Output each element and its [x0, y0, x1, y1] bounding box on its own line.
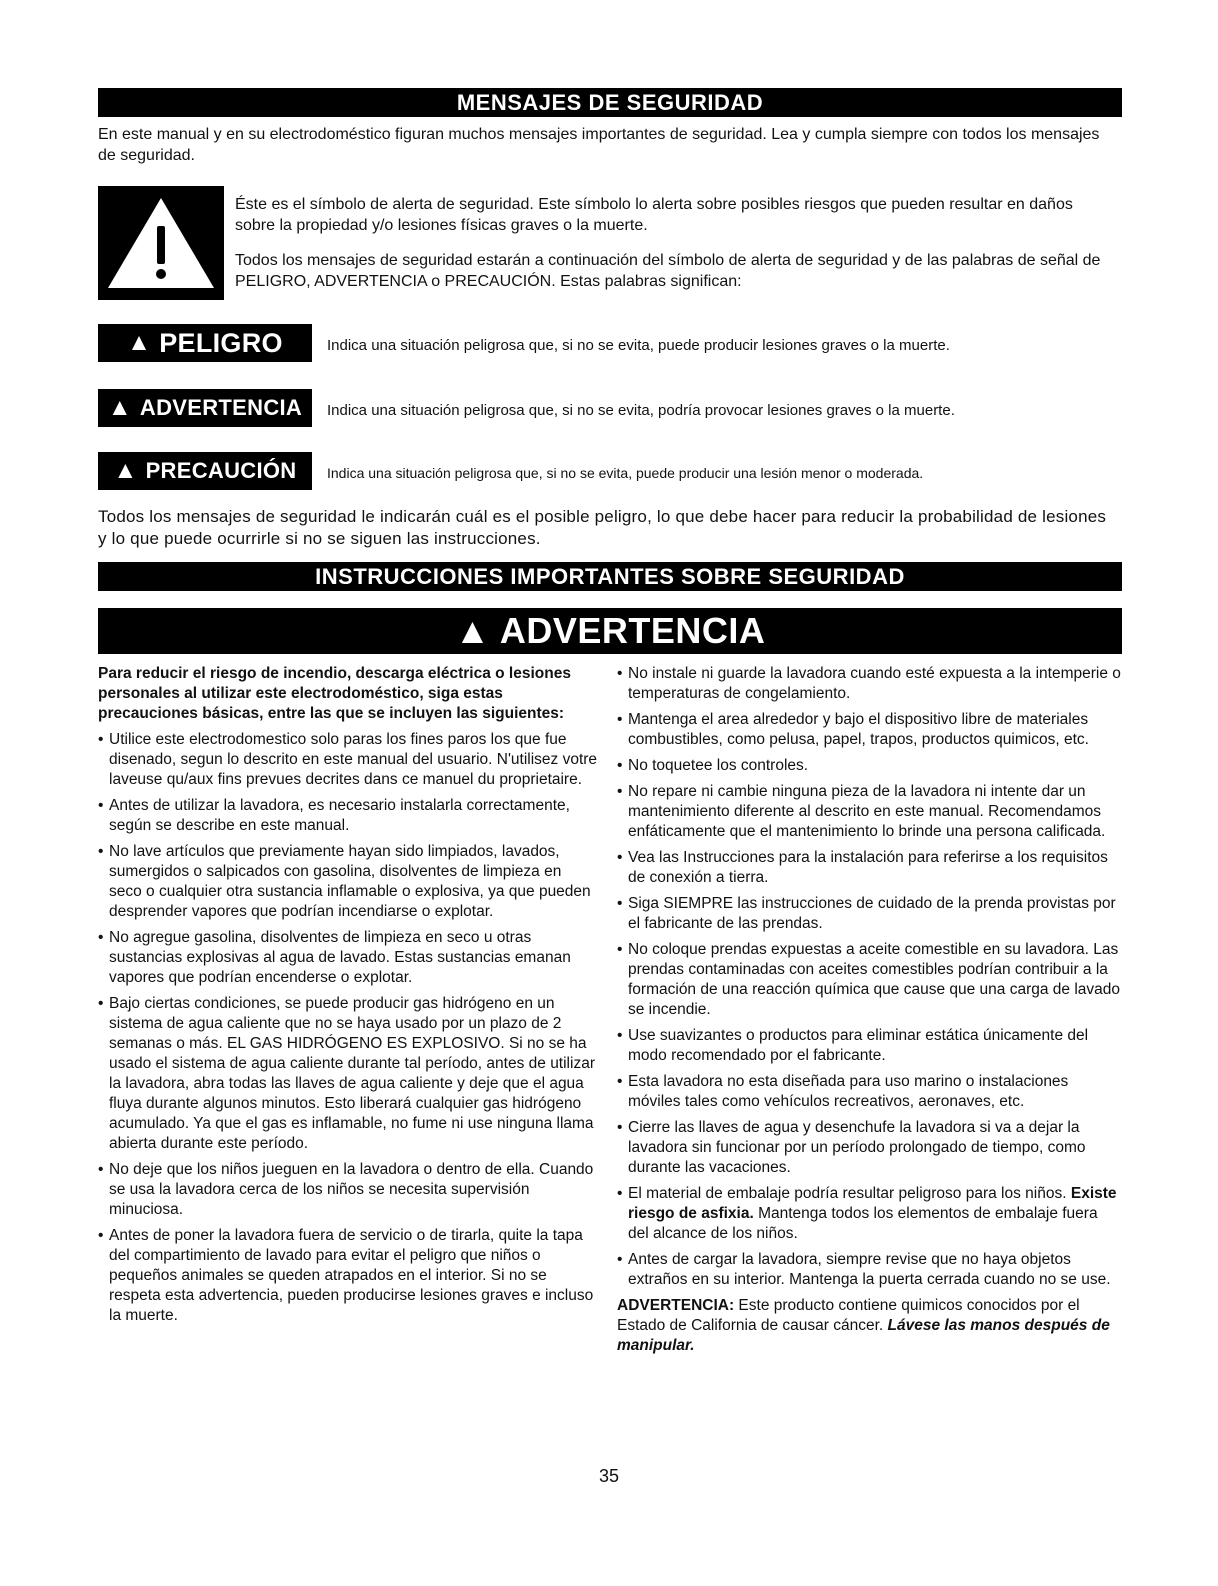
- safety-symbol-description: Éste es el símbolo de alerta de seguridad. Este símbolo lo alerta sobre posibles riesgos que pueden resultar en daños sobre la propiedad y/o lesiones físicas graves o la muerte.: [235, 196, 1073, 234]
- signal-words-intro: Todos los mensajes de seguridad estarán a continuación del símbolo de alerta de seguridad y de las palabras de señal de PELIGRO, ADVERTENCIA o PRECAUCIÓN. Estas palabras significan:: [235, 252, 1101, 290]
- list-item: • Mantenga el area alrededor y bajo el dispositivo libre de materiales combustibles, como pelusa, papel, trapos, productos quimicos, etc.: [617, 710, 1122, 750]
- precautions-lead: Para reducir el riesgo de incendio, descarga eléctrica o lesiones personales al utilizar este electrodoméstico, siga estas precauciones básicas, entre las que se incluyen las siguientes:: [98, 665, 571, 722]
- warning-banner: [98, 608, 1122, 654]
- list-item: • Antes de utilizar la lavadora, es necesario instalarla correctamente, según se describe en este manual.: [98, 796, 598, 836]
- list-item: • No lave artículos que previamente hayan sido limpiados, lavados, sumergidos o salpicados con gasolina, disolventes de limpieza en seco o cualquier otra sustancia inflamable o explosiva, ya que pueden desprender vapores que podrían incendiarse o explotar.: [98, 842, 598, 922]
- warning-triangle-icon: ▲: [127, 329, 152, 356]
- packaging-text-end: Mantenga todos los elementos de embalaje fuera del alcance de los niños.: [628, 1205, 1098, 1242]
- list-item: • No instale ni guarde la lavadora cuando esté expuesta a la intemperie o temperaturas de congelamiento.: [617, 664, 1122, 704]
- list-item: • No agregue gasolina, disolventes de limpieza en seco u otras sustancias explosivas al agua de lavado. Estas sustancias emanan vapores que podrían encenderse o explotar.: [98, 928, 598, 988]
- signal-peligro-label: PELIGRO: [159, 327, 283, 358]
- warning-triangle-icon: [98, 186, 224, 300]
- signal-precaucion-description: Indica una situación peligrosa que, si no se evita, puede producir una lesión menor o moderada.: [327, 465, 924, 481]
- safety-messages-summary: Todos los mensajes de seguridad le indicarán cuál es el posible peligro, lo que debe hacer para reducir la probabilidad de lesiones y lo que puede ocurrirle si no se siguen las instrucciones.: [98, 507, 1107, 548]
- wash-hands-note: Lávese las manos después de manipular.: [617, 1317, 1110, 1354]
- warning-triangle-icon: ▲: [454, 610, 491, 651]
- list-item: • No deje que los niños jueguen en la lavadora o dentro de ella. Cuando se usa la lavadora cerca de los niños se necesita supervisión minuciosa.: [98, 1160, 598, 1220]
- list-item: • Cierre las llaves de agua y desenchufe la lavadora si va a dejar la lavadora sin funcionar por un período prolongado de tiempo, como durante las vacaciones.: [617, 1118, 1122, 1178]
- signal-advertencia-description: Indica una situación peligrosa que, si no se evita, podría provocar lesiones graves o la muerte.: [327, 402, 955, 419]
- list-item: • No repare ni cambie ninguna pieza de la lavadora ni intente dar un mantenimiento diferente al descrito en este manual. Recomendamos enfáticamente que el mantenimiento lo brinde una persona calificada.: [617, 782, 1122, 842]
- right-column: [617, 664, 1122, 1356]
- list-item: • No toquetee los controles.: [617, 756, 1122, 776]
- list-item: • Siga SIEMPRE las instrucciones de cuidado de la prenda provistas por el fabricante de las prendas.: [617, 894, 1122, 934]
- california-warning-text: Este producto contiene quimicos conocidos por el Estado de California de causar cáncer.: [617, 1297, 1080, 1334]
- warning-triangle-icon: ▲: [107, 394, 132, 421]
- signal-precaucion-label: PRECAUCIÓN: [145, 458, 297, 483]
- california-warning: [617, 1296, 1122, 1356]
- list-item: • No coloque prendas expuestas a aceite comestible en su lavadora. Las prendas contaminadas con aceites comestibles podrían contribuir a la formación de una reacción química que cause que una carga de lavado se incendie.: [617, 940, 1122, 1020]
- signal-precaucion: [98, 452, 312, 490]
- list-item: • Antes de cargar la lavadora, siempre revise que no haya objetos extraños en su interior. Mantenga la puerta cerrada cuando no se use.: [617, 1250, 1122, 1290]
- precautions-list-left: [98, 730, 598, 1326]
- packaging-text: El material de embalaje podría resultar peligroso para los niños.: [628, 1185, 1071, 1202]
- intro-text: En este manual y en su electrodoméstico figuran muchos mensajes importantes de seguridad. Lea y cumpla siempre con todos los mensajes de seguridad.: [98, 126, 1100, 164]
- list-item: • Use suavizantes o productos para eliminar estática únicamente del modo recomendado por el fabricante.: [617, 1026, 1122, 1066]
- list-item-packaging: [617, 1184, 1122, 1244]
- precautions-list-right: [617, 664, 1122, 1290]
- page-number: 35: [598, 1466, 620, 1486]
- suffocation-risk: Existe riesgo de asfixia.: [628, 1185, 1117, 1222]
- signal-advertencia-label: ADVERTENCIA: [139, 395, 303, 420]
- list-item: • Esta lavadora no esta diseñada para uso marino o instalaciones móviles tales como vehículos recreativos, aeronaves, etc.: [617, 1072, 1122, 1112]
- safety-alert-symbol: [98, 186, 224, 300]
- signal-peligro-description: Indica una situación peligrosa que, si no se evita, puede producir lesiones graves o la muerte.: [327, 337, 950, 354]
- warning-triangle-icon: ▲: [113, 457, 138, 484]
- california-warning-label: ADVERTENCIA:: [617, 1297, 735, 1314]
- list-item: • Antes de poner la lavadora fuera de servicio o de tirarla, quite la tapa del compartimiento de lavado para evitar el peligro que niños o pequeños animales se queden atrapados en el interior. Si no se respeta esta advertencia, pueden producirse lesiones graves e incluso la muerte.: [98, 1226, 598, 1326]
- list-item: • Vea las Instrucciones para la instalación para referirse a los requisitos de conexión a tierra.: [617, 848, 1122, 888]
- left-column: [98, 664, 598, 1332]
- section-header-important-instructions: INSTRUCCIONES IMPORTANTES SOBRE SEGURIDAD: [98, 562, 1122, 591]
- list-item: • Bajo ciertas condiciones, se puede producir gas hidrógeno en un sistema de agua caliente que no se haya usado por un plazo de 2 semanas o más. EL GAS HIDRÓGENO ES EXPLOSIVO. Si no se ha usado el sistema de agua caliente durante tal período, antes de utilizar la lavadora, abra todas las llaves de agua caliente y deje que el agua fluya durante algunos minutos. Esto liberará cualquier gas hidrógeno acumulado. Ya que el gas es inflamable, no fume ni use ninguna llama abierta durante este período.: [98, 994, 598, 1154]
- warning-banner-label: ADVERTENCIA: [499, 610, 766, 651]
- signal-advertencia: [98, 389, 312, 427]
- list-item: • Utilice este electrodomestico solo paras los fines paros los que fue disenado, segun lo descrito en este manual del usuario. N'utilisez votre laveuse qu/aux fins prevues decrites dans ce manuel du proprietaire.: [98, 730, 598, 790]
- signal-peligro: [98, 324, 312, 362]
- section-header-safety-messages: MENSAJES DE SEGURIDAD: [98, 88, 1122, 117]
